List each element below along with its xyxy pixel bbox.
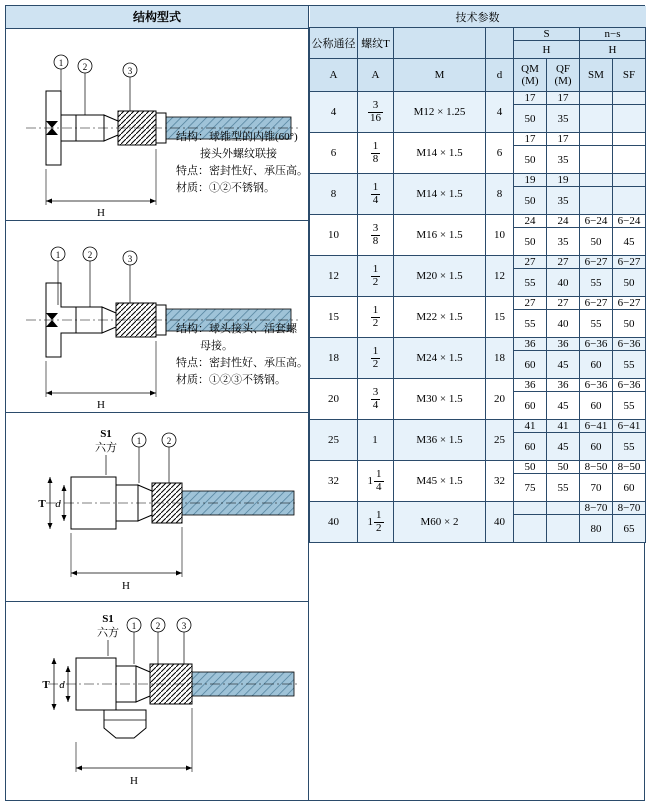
figure-2-note-3: 特点：密封性好、承压高。 [176, 357, 308, 369]
fraction-part [371, 305, 381, 329]
cell-qf-bottom: 40 [547, 269, 580, 297]
cell-sm-bottom: 60 [580, 433, 613, 461]
svg-text:2: 2 [87, 250, 93, 260]
figure-1-note-2: 接头外螺纹联接 [200, 148, 277, 160]
fraction-denominator: 8 [372, 152, 379, 165]
cell-sf-bottom: 55 [613, 351, 646, 379]
table-row [310, 461, 646, 474]
cell-thread: M16 × 1.5 [394, 215, 486, 256]
fraction-part [371, 141, 381, 165]
col-qf-line2: (M) [554, 75, 572, 87]
table-row [310, 133, 646, 146]
cell-d: 6 [486, 133, 514, 174]
cell-sm-bottom [580, 105, 613, 133]
cell-qm-bottom: 75 [514, 474, 547, 502]
fraction-numerator: 1 [372, 262, 379, 275]
cell-qm-top: 41 [514, 420, 547, 433]
fraction [371, 346, 381, 370]
fraction [371, 223, 381, 247]
cell-qm-top: 19 [514, 174, 547, 187]
cell-size-inch [358, 215, 394, 256]
cell-qm-top: 36 [514, 379, 547, 392]
fraction-part [374, 469, 384, 493]
cell-sf-bottom: 45 [613, 228, 646, 256]
cell-qf-top: 41 [547, 420, 580, 433]
cell-d: 25 [486, 420, 514, 461]
cell-dn: 25 [310, 420, 358, 461]
figure-block-3 [6, 413, 308, 602]
cell-qf-top [547, 502, 580, 515]
svg-text:2: 2 [166, 436, 172, 446]
cell-sf-top: 6−27 [613, 256, 646, 269]
cell-qm-top: 50 [514, 461, 547, 474]
svg-text:1: 1 [131, 621, 137, 631]
cell-qf-bottom: 35 [547, 228, 580, 256]
svg-text:1: 1 [55, 250, 61, 260]
cell-sm-top: 6−24 [580, 215, 613, 228]
cell-sf-bottom [613, 105, 646, 133]
figure-block-2 [6, 221, 308, 413]
cell-sm-top: 6−36 [580, 379, 613, 392]
cell-qm-bottom: 55 [514, 310, 547, 338]
fraction [368, 469, 384, 493]
table-row [310, 502, 646, 515]
cell-thread: M14 × 1.5 [394, 174, 486, 215]
cell-dn: 10 [310, 215, 358, 256]
left-column [6, 6, 309, 801]
cell-d: 40 [486, 502, 514, 543]
svg-text:1: 1 [58, 58, 64, 68]
cell-qf-bottom: 45 [547, 392, 580, 420]
cell-d: 12 [486, 256, 514, 297]
cell-d: 20 [486, 379, 514, 420]
fraction-numerator: 3 [372, 385, 379, 398]
cell-size-inch [358, 461, 394, 502]
figure-1-note-3: 特点：密封性好、承压高。 [176, 165, 308, 177]
svg-text:六方: 六方 [95, 442, 117, 454]
svg-text:T: T [42, 679, 50, 691]
figure-2-notes [176, 321, 308, 389]
cell-qm-bottom: 50 [514, 228, 547, 256]
cell-qf-top: 19 [547, 174, 580, 187]
cell-dn: 20 [310, 379, 358, 420]
col-qf [547, 59, 580, 92]
cell-qf-bottom: 40 [547, 310, 580, 338]
figure-1-dim-h: H [97, 207, 105, 219]
cell-sf-top: 6−27 [613, 297, 646, 310]
cell-d: 15 [486, 297, 514, 338]
fraction-part [371, 223, 381, 247]
cell-sm-top [580, 174, 613, 187]
fraction [372, 434, 379, 446]
cell-d: 32 [486, 461, 514, 502]
cell-size-inch [358, 92, 394, 133]
fraction-numerator: 1 [372, 303, 379, 316]
fraction [368, 510, 384, 534]
cell-qf-top: 36 [547, 338, 580, 351]
spec-rows [310, 92, 646, 543]
cell-sm-bottom: 80 [580, 515, 613, 543]
svg-text:3: 3 [181, 621, 187, 631]
cell-qm-bottom: 55 [514, 269, 547, 297]
col-qm-line2: (M) [521, 75, 539, 87]
svg-text:1: 1 [136, 436, 142, 446]
cell-qf-top: 24 [547, 215, 580, 228]
cell-dn: 8 [310, 174, 358, 215]
cell-thread: M14 × 1.5 [394, 133, 486, 174]
cell-qf-bottom: 35 [547, 187, 580, 215]
spec-table [309, 6, 646, 543]
cell-qf-bottom [547, 515, 580, 543]
cell-qf-top: 17 [547, 133, 580, 146]
fraction [371, 387, 381, 411]
fraction-denominator: 2 [372, 316, 379, 329]
cell-qm-bottom: 60 [514, 392, 547, 420]
cell-sm-top: 6−41 [580, 420, 613, 433]
svg-text:S1: S1 [100, 428, 112, 440]
cell-qf-top: 27 [547, 297, 580, 310]
figure-2-note-1: 结构：球头接头、活套螺 [176, 323, 297, 335]
svg-text:d: d [59, 679, 65, 691]
fraction-denominator: 8 [372, 234, 379, 247]
cell-sm-bottom: 70 [580, 474, 613, 502]
cell-sm-bottom: 60 [580, 392, 613, 420]
cell-dn: 32 [310, 461, 358, 502]
fraction-numerator: 1 [376, 467, 382, 480]
cell-sm-top: 6−27 [580, 256, 613, 269]
table-row [310, 379, 646, 392]
cell-sf-top [613, 92, 646, 105]
cell-sf-top: 6−24 [613, 215, 646, 228]
cell-sf-top: 6−36 [613, 338, 646, 351]
fraction-numerator: 3 [368, 100, 383, 113]
col-group-ns: n−s [580, 28, 646, 41]
fraction-denominator: 4 [372, 398, 379, 411]
cell-sf-bottom: 65 [613, 515, 646, 543]
cell-qm-top: 27 [514, 256, 547, 269]
table-row [310, 92, 646, 105]
fraction [371, 141, 381, 165]
svg-text:3: 3 [127, 66, 133, 76]
fraction-numerator: 1 [372, 180, 379, 193]
right-column [309, 6, 646, 801]
cell-qm-bottom: 50 [514, 105, 547, 133]
figure-1-notes [176, 129, 308, 197]
cell-qf-top: 36 [547, 379, 580, 392]
spec-header-row-3 [310, 59, 646, 92]
cell-dn: 4 [310, 92, 358, 133]
cell-thread: M30 × 1.5 [394, 379, 486, 420]
table-row [310, 215, 646, 228]
cell-thread: M24 × 1.5 [394, 338, 486, 379]
cell-sf-bottom [613, 187, 646, 215]
col-group-s: S [514, 28, 580, 41]
fraction-numerator: 1 [372, 344, 379, 357]
col-thread-spacer [394, 28, 486, 59]
cell-sf-top [613, 174, 646, 187]
col-h-left: H [514, 41, 580, 59]
cell-thread: M12 × 1.25 [394, 92, 486, 133]
cell-sf-bottom: 50 [613, 310, 646, 338]
cell-thread: M22 × 1.5 [394, 297, 486, 338]
fraction [371, 182, 381, 206]
cell-qf-top: 17 [547, 92, 580, 105]
col-h-right: H [580, 41, 646, 59]
col-dn: 公称通径 [310, 28, 358, 59]
cell-sf-top: 6−41 [613, 420, 646, 433]
table-row [310, 297, 646, 310]
cell-size-inch [358, 379, 394, 420]
cell-size-inch [358, 297, 394, 338]
cell-sm-bottom: 55 [580, 269, 613, 297]
fraction-denominator: 2 [372, 357, 379, 370]
figure-block-4 [6, 602, 308, 801]
cell-qf-bottom: 35 [547, 105, 580, 133]
cell-qm-top: 36 [514, 338, 547, 351]
cell-qf-bottom: 35 [547, 146, 580, 174]
col-sm: SM [580, 59, 613, 92]
cell-sm-top: 8−70 [580, 502, 613, 515]
cell-qm-top: 17 [514, 92, 547, 105]
right-header: 技术参数 [310, 6, 646, 28]
figure-3-dim-h: H [122, 580, 130, 592]
col-qf-line1: QF [555, 63, 571, 75]
svg-text:S1: S1 [102, 613, 114, 625]
fraction [371, 305, 381, 329]
cell-qf-top: 27 [547, 256, 580, 269]
cell-sf-bottom: 55 [613, 433, 646, 461]
col-unit-a2: A [358, 59, 394, 92]
cell-sf-top: 6−36 [613, 379, 646, 392]
fraction-part [368, 100, 383, 124]
fraction-denominator: 16 [370, 111, 381, 124]
cell-dn: 15 [310, 297, 358, 338]
cell-sm-bottom: 50 [580, 228, 613, 256]
cell-sm-top [580, 133, 613, 146]
cell-qm-top: 24 [514, 215, 547, 228]
cell-dn: 6 [310, 133, 358, 174]
main-layout-table [6, 6, 645, 801]
cell-size-inch [358, 420, 394, 461]
cell-d: 8 [486, 174, 514, 215]
cell-sm-top: 6−27 [580, 297, 613, 310]
svg-text:3: 3 [127, 254, 133, 264]
fraction-denominator: 2 [376, 521, 382, 534]
cell-d: 4 [486, 92, 514, 133]
fraction-whole: 1 [367, 516, 373, 528]
col-unit-a1: A [310, 59, 358, 92]
cell-qm-bottom: 50 [514, 187, 547, 215]
left-header: 结构型式 [6, 6, 308, 29]
fraction-numerator: 1 [372, 139, 379, 152]
figure-2-note-4: 材质：①②③不锈钢。 [176, 374, 286, 386]
col-qm-line1: QM [521, 63, 539, 75]
cell-qf-top: 50 [547, 461, 580, 474]
figure-3-drawing [6, 413, 306, 602]
fraction [371, 264, 381, 288]
cell-sf-top [613, 133, 646, 146]
fraction-part [371, 182, 381, 206]
fraction-part [371, 387, 381, 411]
svg-text:T: T [38, 498, 46, 510]
cell-thread: M45 × 1.5 [394, 461, 486, 502]
fraction-part [371, 346, 381, 370]
fraction [368, 100, 383, 124]
cell-sf-bottom: 60 [613, 474, 646, 502]
cell-qm-bottom: 60 [514, 433, 547, 461]
fraction-whole: 1 [367, 475, 373, 487]
cell-qm-top [514, 502, 547, 515]
cell-qf-bottom: 45 [547, 351, 580, 379]
fraction-part [371, 264, 381, 288]
col-sf: SF [613, 59, 646, 92]
cell-sf-bottom [613, 146, 646, 174]
cell-qf-bottom: 45 [547, 433, 580, 461]
figure-1-note-1: 结构：球锥型的内锥(60°) [176, 131, 298, 143]
col-thread: 螺纹T [358, 28, 394, 59]
figure-block-1 [6, 29, 308, 221]
figure-2-dim-h: H [97, 399, 105, 411]
figure-1-note-4: 材质：①②不锈钢。 [176, 182, 275, 194]
cell-qm-bottom: 60 [514, 351, 547, 379]
cell-sm-bottom: 60 [580, 351, 613, 379]
svg-text:2: 2 [155, 621, 161, 631]
cell-qm-top: 17 [514, 133, 547, 146]
cell-thread: M36 × 1.5 [394, 420, 486, 461]
cell-sf-top: 8−70 [613, 502, 646, 515]
fraction-denominator: 4 [376, 480, 382, 493]
cell-size-inch [358, 133, 394, 174]
cell-sm-bottom [580, 187, 613, 215]
cell-thread: M20 × 1.5 [394, 256, 486, 297]
cell-sm-bottom [580, 146, 613, 174]
figure-4-drawing [6, 602, 306, 801]
fraction-numerator: 3 [372, 221, 379, 234]
fraction-part [374, 510, 384, 534]
spec-header-row-1 [310, 28, 646, 41]
svg-text:d: d [55, 498, 61, 510]
cell-dn: 18 [310, 338, 358, 379]
fraction-denominator: 4 [372, 193, 379, 206]
col-qm [514, 59, 547, 92]
cell-qm-bottom: 50 [514, 146, 547, 174]
spec-header-row-0 [310, 6, 646, 28]
cell-qf-bottom: 55 [547, 474, 580, 502]
cell-sf-top: 8−50 [613, 461, 646, 474]
table-row [310, 256, 646, 269]
svg-text:2: 2 [82, 62, 88, 72]
cell-sm-top [580, 92, 613, 105]
figure-2-note-2: 母接。 [200, 340, 233, 352]
cell-qm-top: 27 [514, 297, 547, 310]
figure-4-dim-h: H [130, 775, 138, 787]
col-d-spacer [486, 28, 514, 59]
table-row [310, 338, 646, 351]
svg-text:六方: 六方 [97, 627, 119, 639]
table-row [310, 174, 646, 187]
cell-sm-top: 8−50 [580, 461, 613, 474]
document-frame [5, 5, 645, 801]
cell-sf-bottom: 55 [613, 392, 646, 420]
cell-size-inch [358, 502, 394, 543]
fraction-whole: 1 [372, 434, 378, 447]
col-unit-m: M [394, 59, 486, 92]
cell-sm-bottom: 55 [580, 310, 613, 338]
cell-sm-top: 6−36 [580, 338, 613, 351]
cell-size-inch [358, 174, 394, 215]
cell-sf-bottom: 50 [613, 269, 646, 297]
fraction-numerator: 1 [376, 508, 382, 521]
table-row [310, 420, 646, 433]
cell-size-inch [358, 256, 394, 297]
col-unit-d: d [486, 59, 514, 92]
cell-thread: M60 × 2 [394, 502, 486, 543]
cell-qm-bottom [514, 515, 547, 543]
cell-dn: 12 [310, 256, 358, 297]
cell-size-inch [358, 338, 394, 379]
cell-d: 10 [486, 215, 514, 256]
cell-d: 18 [486, 338, 514, 379]
fraction-denominator: 2 [372, 275, 379, 288]
cell-dn: 40 [310, 502, 358, 543]
